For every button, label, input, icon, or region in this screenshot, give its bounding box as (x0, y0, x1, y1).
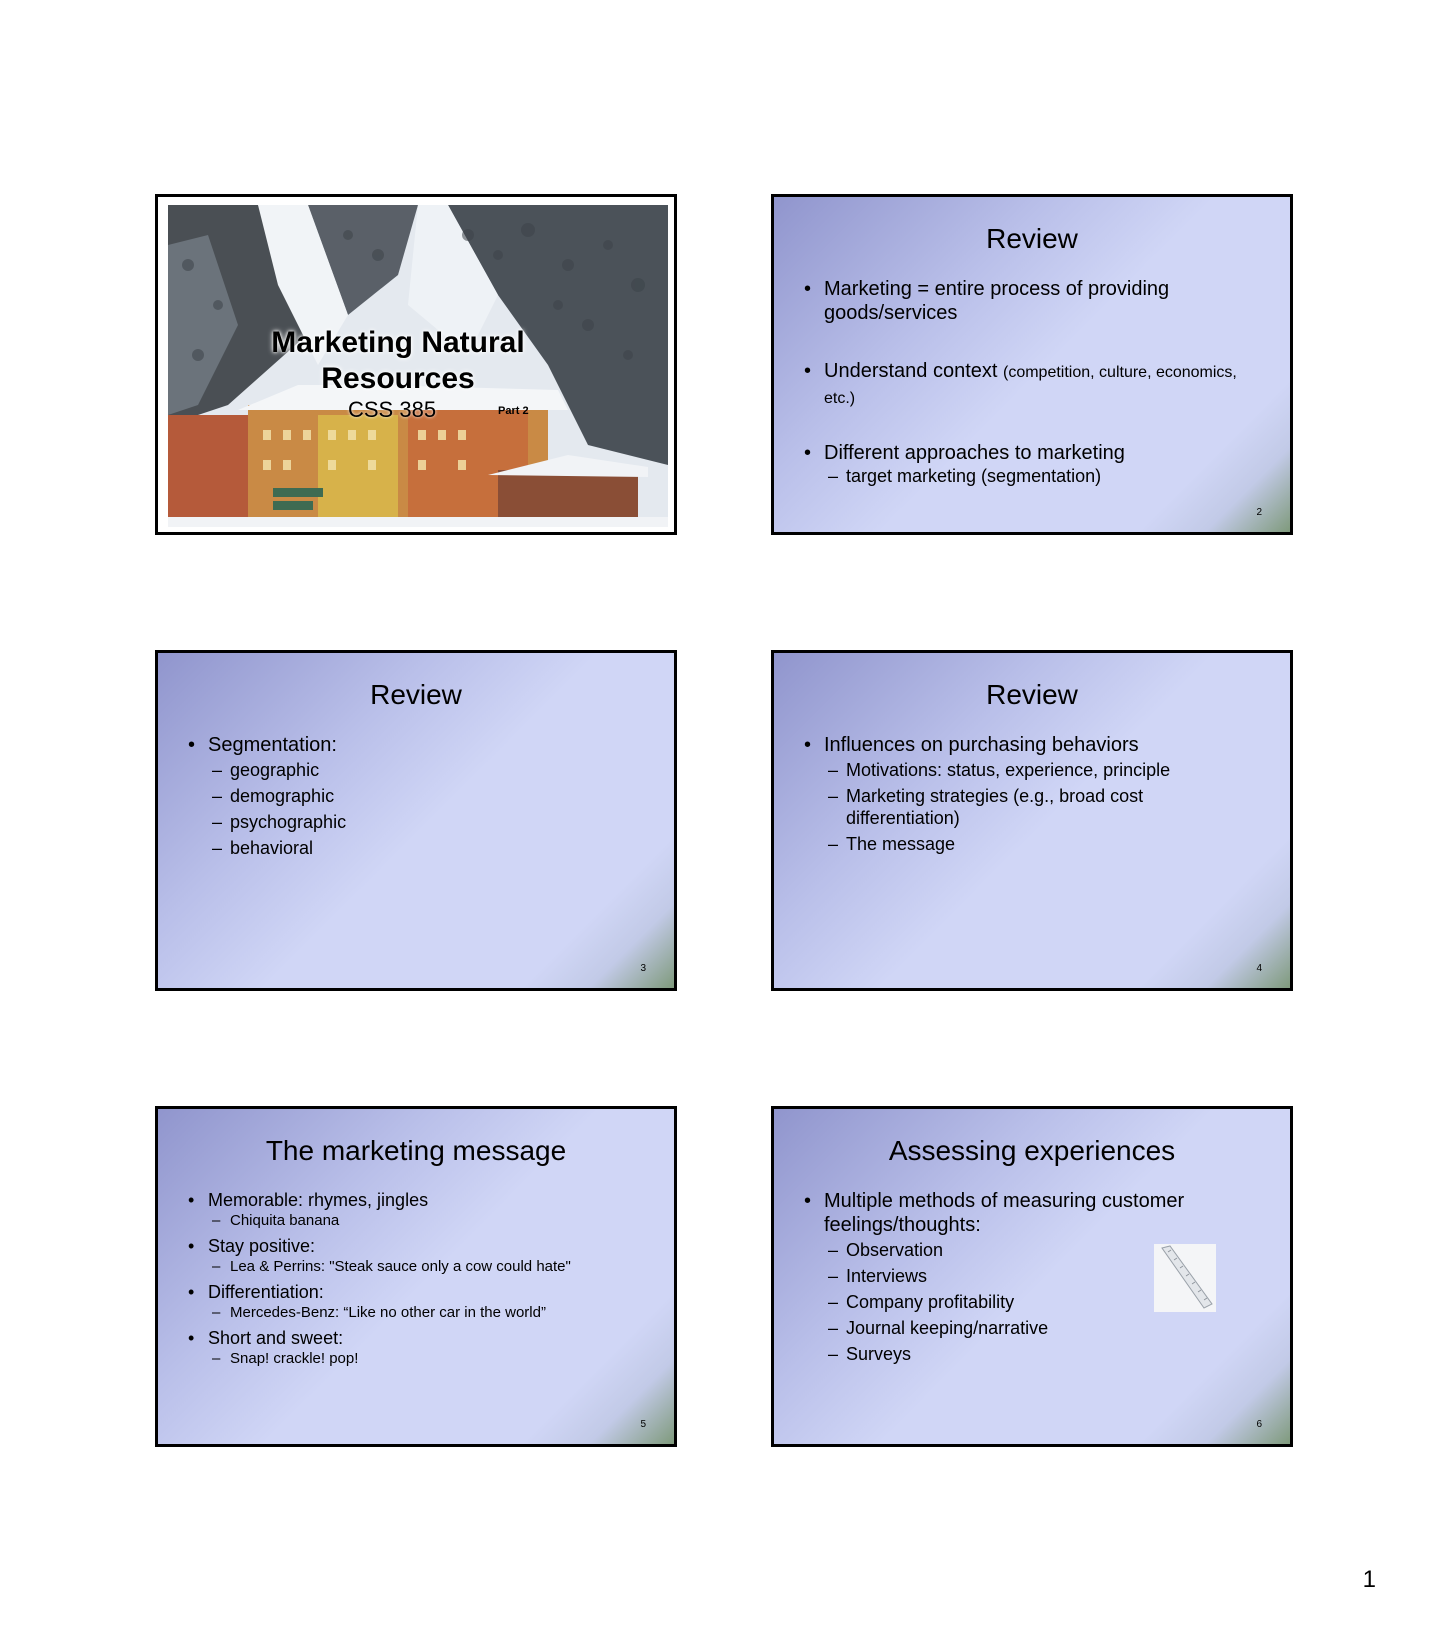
bullet-item: • Stay positive: (186, 1235, 654, 1257)
slide-5-thumbnail (155, 1106, 677, 1447)
slide-2-thumbnail (771, 194, 1293, 535)
slide-3-thumbnail (155, 650, 677, 991)
sub-bullet-item: – Interviews (828, 1266, 928, 1286)
sub-bullet-text: Chiquita banana (230, 1212, 340, 1229)
slide-number: 3 (640, 963, 646, 974)
bullet-small-text: (competition, culture, economics, etc.) (824, 364, 1237, 407)
sub-bullet-item: – Chiquita banana (212, 1212, 340, 1229)
page-number: 1 (1362, 1566, 1376, 1593)
slide-number: 4 (1256, 963, 1262, 974)
sub-bullet-item: – Observation (828, 1240, 944, 1260)
bullet-item: • Marketing = entire process of providing goods/services (802, 277, 1270, 325)
sub-bullet-text: psychographic (230, 812, 347, 832)
slide-2-body (802, 277, 1270, 487)
slide-2-title: Review (986, 223, 1078, 254)
sub-bullet-text: Marketing strategies (e.g., broad cost differentiation) (846, 786, 1144, 828)
sub-bullet-item: – The message (828, 834, 956, 854)
slide-4-body (802, 733, 1270, 855)
sub-bullet-item: – behavioral (212, 838, 314, 858)
bullet-item: • Multiple methods of measuring customer feelings/thoughts: (802, 1189, 1270, 1237)
sub-bullet-item: – Marketing strategies (e.g., broad cost differentiation) (828, 786, 1144, 828)
sub-bullet-item: – Mercedes-Benz: “Like no other car in the world” (212, 1304, 546, 1321)
slide-1-subtitle: CSS 385 (348, 397, 437, 422)
slide-number: 2 (1256, 507, 1262, 518)
sub-bullet-text: Snap! crackle! pop! (230, 1350, 359, 1367)
sub-bullet-text: Motivations: status, experience, principle (846, 760, 1171, 780)
bullet-item (802, 359, 1270, 411)
bullet-item: • Influences on purchasing behaviors (802, 733, 1270, 757)
bullet-item: • Differentiation: (186, 1281, 654, 1303)
slide-4-thumbnail (771, 650, 1293, 991)
sub-bullet-item: – Journal keeping/narrative (828, 1318, 1049, 1338)
slide-3-title: Review (370, 679, 462, 710)
sub-bullet-text: Surveys (846, 1344, 912, 1364)
sub-bullet-text: demographic (230, 786, 335, 806)
sub-bullet-text: geographic (230, 760, 320, 780)
ruler-image (1154, 1244, 1216, 1312)
sub-bullet-text: Observation (846, 1240, 944, 1260)
sub-bullet-text: The message (846, 834, 956, 854)
sub-bullet-item: – demographic (212, 786, 335, 806)
sub-bullet-item: – Snap! crackle! pop! (212, 1350, 359, 1367)
bullet-item: • Memorable: rhymes, jingles (186, 1189, 654, 1211)
sub-bullet-item: – Company profitability (828, 1292, 1015, 1312)
slide-1-part-label: Part 2 (498, 405, 529, 417)
sub-bullet-text: Lea & Perrins: "Steak sauce only a cow could hate" (230, 1258, 571, 1275)
slide-1-title: Marketing Natural Resources (271, 326, 525, 395)
slide-number: 6 (1256, 1419, 1262, 1430)
sub-bullet-item: – Motivations: status, experience, principle (828, 760, 1171, 780)
slide-5-title: The marketing message (265, 1135, 567, 1166)
slide-6-thumbnail (771, 1106, 1293, 1447)
slide-number: 5 (640, 1419, 646, 1430)
bullet-item: • Segmentation: (186, 733, 654, 757)
sub-bullet-item: – Lea & Perrins: "Steak sauce only a cow could hate" (212, 1258, 571, 1275)
sub-bullet-text: Journal keeping/narrative (846, 1318, 1049, 1338)
sub-bullet-item: – psychographic (212, 812, 347, 832)
sub-bullet-item: – geographic (212, 760, 320, 780)
sub-bullet-text: behavioral (230, 838, 314, 858)
slide-1-thumbnail (155, 194, 677, 535)
bullet-item: • Short and sweet: (186, 1327, 654, 1349)
sub-bullet-text: Interviews (846, 1266, 928, 1286)
sub-bullet-text: target marketing (segmentation) (846, 466, 1102, 486)
slide-6-title: Assessing experiences (888, 1135, 1176, 1166)
sub-bullet-item: – target marketing (segmentation) (828, 466, 1102, 486)
ski-resort-photo (168, 205, 668, 527)
sub-bullet-text: Mercedes-Benz: “Like no other car in the world” (230, 1304, 546, 1321)
slide-4-title: Review (986, 679, 1078, 710)
bullet-text: Understand context (824, 360, 1003, 382)
bullet-item: • Different approaches to marketing (802, 441, 1270, 465)
slide-3-body (186, 733, 654, 859)
sub-bullet-text: Company profitability (846, 1292, 1015, 1312)
slide-5-body (186, 1189, 654, 1369)
sub-bullet-item: – Surveys (828, 1344, 912, 1364)
